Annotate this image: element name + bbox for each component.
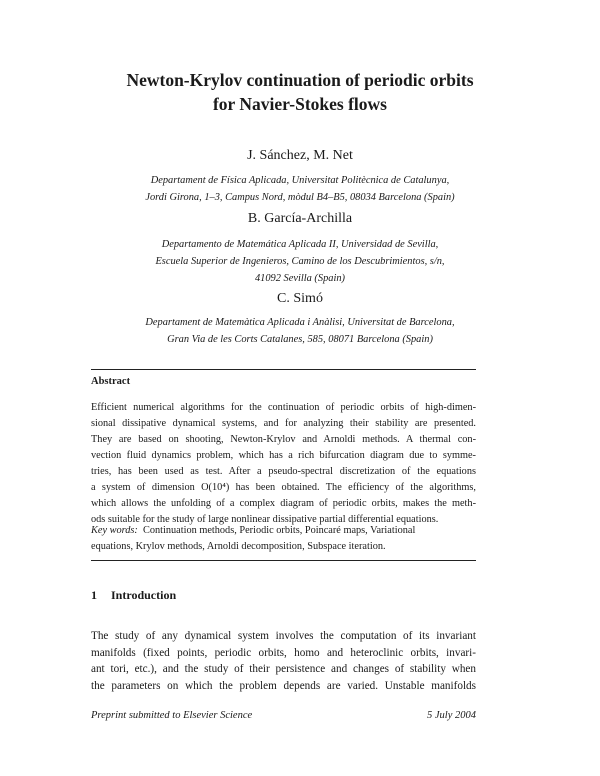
author-affiliation-2 <box>0 236 600 287</box>
abstract-line: tries, has been used as test. After a pseudo-spectral discretization of the equations <box>91 466 476 477</box>
abstract-bottom-rule <box>91 560 476 561</box>
abstract-line: ods suitable for the study of large nonlinear dissipative partial differential equations. <box>91 514 439 525</box>
footer-date: 5 July 2004 <box>427 710 476 721</box>
abstract-line: which allows the unfolding of a complex diagram of periodic orbits, makes the meth- <box>91 498 476 509</box>
affiliation-line: Departament de Física Aplicada, Universitat Politècnica de Catalunya, <box>150 175 450 186</box>
affiliation-line: 41092 Sevilla (Spain) <box>254 273 346 284</box>
keywords-label: Key words: <box>91 525 138 536</box>
introduction-paragraph <box>91 628 476 694</box>
abstract-heading: Abstract <box>91 376 131 387</box>
section-title: Introduction <box>111 588 177 602</box>
abstract-body <box>91 400 476 528</box>
title-line-2: for Navier-Stokes flows <box>212 94 387 114</box>
keywords-text-2: equations, Krylov methods, Arnoldi decomposition, Subspace iteration. <box>91 541 386 552</box>
author-affiliation-3 <box>0 314 600 348</box>
page-footer <box>91 710 476 721</box>
affiliation-line: Jordi Girona, 1–3, Campus Nord, mòdul B4–B5, 08034 Barcelona (Spain) <box>145 192 455 203</box>
intro-line: ant tori, etc.), and the study of their persistence and changes of stability when <box>91 663 476 675</box>
author-affiliation-1 <box>0 172 600 206</box>
abstract-line: a system of dimension O(10⁴) has been obtained. The efficiency of the algorithms, <box>91 482 476 493</box>
author-names-3: C. Simó <box>277 291 323 306</box>
abstract-line: vection fluid dynamics problem, which has a rich bifurcation diagram due to symme- <box>91 450 476 461</box>
author-names-2: B. García-Archilla <box>247 211 353 226</box>
abstract-line: They are based on shooting, Newton-Krylov and Arnoldi methods. A thermal con- <box>91 434 476 445</box>
affiliation-line: Departamento de Matemática Aplicada II, Universidad de Sevilla, <box>161 239 439 250</box>
title-line-1: Newton-Krylov continuation of periodic orbits <box>126 70 474 90</box>
footer-preprint-note: Preprint submitted to Elsevier Science <box>91 710 253 721</box>
abstract-line: sional dissipative dynamical systems, and for analyzing their stability are presented. <box>91 418 476 429</box>
keywords <box>91 523 476 555</box>
paper-title <box>0 68 600 116</box>
section-heading <box>91 588 176 603</box>
keywords-text-1: Continuation methods, Periodic orbits, Poincaré maps, Variational <box>142 525 416 536</box>
keywords-line-1 <box>91 523 476 539</box>
abstract-line: Efficient numerical algorithms for the continuation of periodic orbits of high-dimen- <box>91 402 476 413</box>
intro-line: The study of any dynamical system involves the computation of its invariant <box>91 630 476 642</box>
author-names-1: J. Sánchez, M. Net <box>247 148 353 163</box>
affiliation-line: Escuela Superior de Ingenieros, Camino de los Descubrimientos, s/n, <box>155 256 445 267</box>
abstract-top-rule <box>91 369 476 370</box>
intro-line: the parameters on which the problem depends are varied. Unstable manifolds <box>91 679 476 692</box>
intro-line: manifolds (fixed points, periodic orbits, homo and heteroclinic orbits, invari- <box>91 646 476 659</box>
affiliation-line: Departament de Matemàtica Aplicada i Anàlisi, Universitat de Barcelona, <box>145 317 455 328</box>
section-number: 1 <box>91 588 97 602</box>
affiliation-line: Gran Via de les Corts Catalanes, 585, 08071 Barcelona (Spain) <box>167 334 433 345</box>
